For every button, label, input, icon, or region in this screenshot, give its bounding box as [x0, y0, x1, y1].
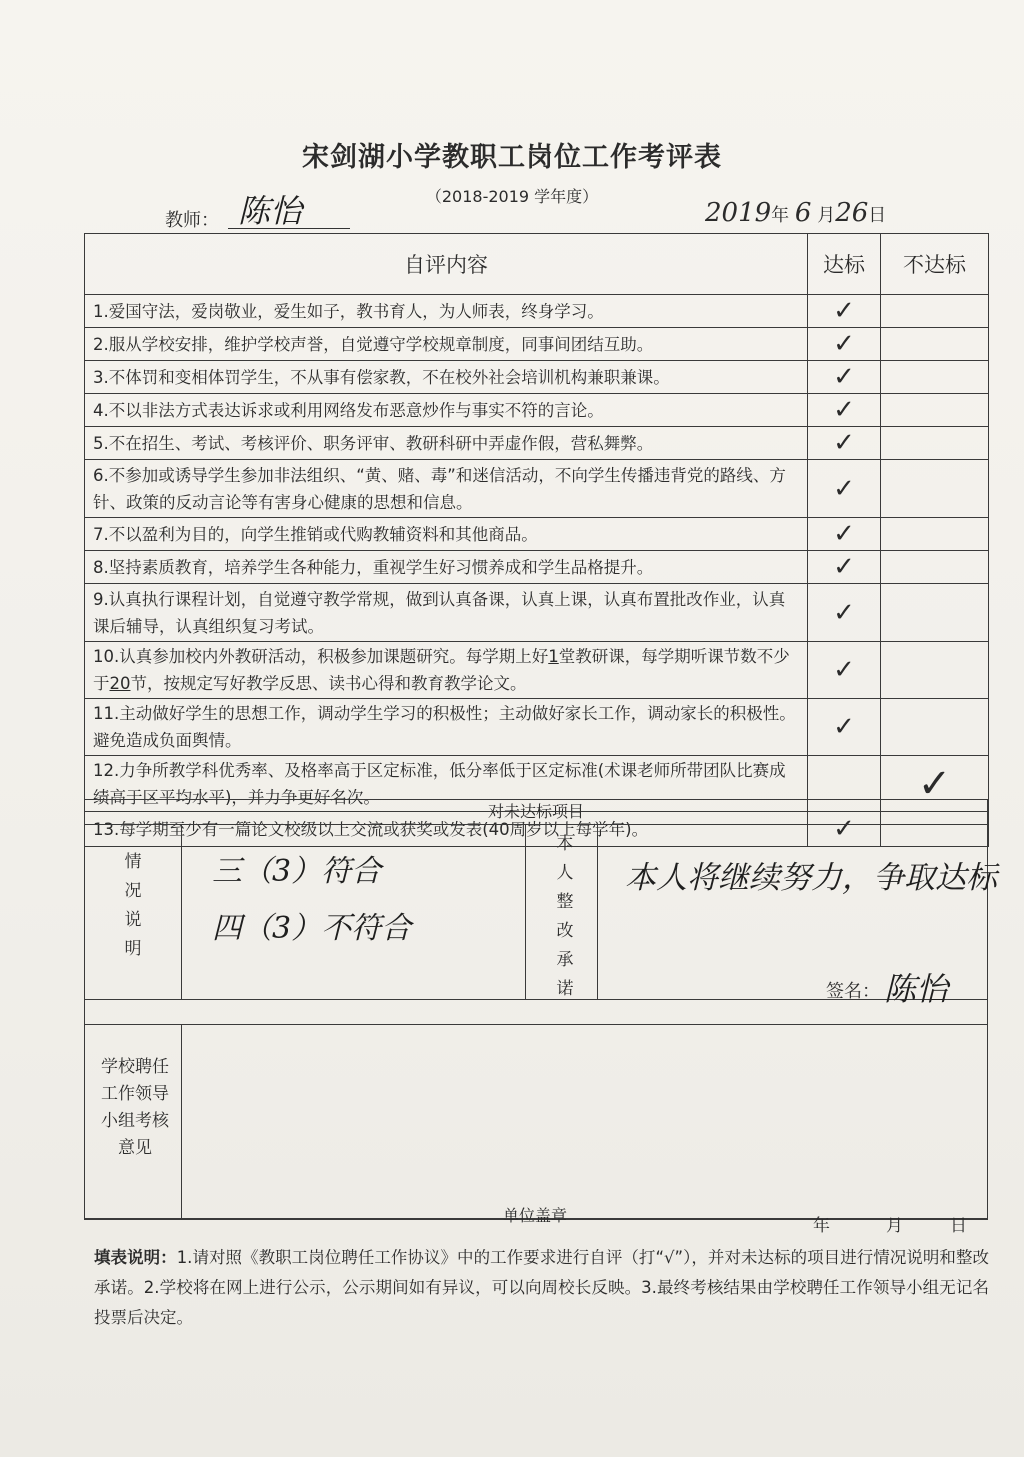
- form-date: [705, 198, 886, 228]
- item-text: 1.爱国守法，爱岗敬业，爱生如子，教书育人，为人师表，终身学习。: [85, 295, 808, 328]
- item-text: [85, 642, 808, 699]
- table-header-row: [85, 234, 989, 295]
- item-text: 12.力争所教学科优秀率、及格率高于区定标准，低分率低于区定标准(术课老师所带团队比赛成绩高于区平均水平)，并力争更好名次。: [85, 756, 808, 812]
- review-label: 学校聘任工作领导小组考核意见: [101, 1057, 169, 1158]
- item-text-part-b: 堂教研课，每学期听课节数不少于: [93, 647, 790, 693]
- item-text: 5.不在招生、考试、考核评价、职务评审、教研科研中弄虚作假，营私舞弊。: [85, 427, 808, 460]
- pass-check: ✓: [808, 699, 881, 756]
- filling-instructions: [94, 1243, 989, 1333]
- pass-check: ✓: [808, 584, 881, 642]
- teacher-label: 教师：: [165, 210, 219, 231]
- col-header-content: 自评内容: [85, 234, 808, 295]
- item-text: 2.服从学校安排，维护学校声誉，自觉遵守学校规章制度，同事间团结互助。: [85, 328, 808, 361]
- table-row: [85, 427, 989, 460]
- pass-check: ✓: [808, 642, 881, 699]
- promise-text: 本人将继续努力，争取达标: [625, 860, 997, 896]
- table-row: [85, 328, 989, 361]
- fail-check: [881, 584, 989, 642]
- form-subtitle: （2018-2019 学年度）: [425, 187, 599, 206]
- table-row: [85, 699, 989, 756]
- table-row: [85, 394, 989, 427]
- table-row: [85, 460, 989, 518]
- form-title: 宋剑湖小学教职工岗位工作考评表: [302, 142, 722, 173]
- table-row: [85, 361, 989, 394]
- observation-count: 20: [109, 674, 131, 693]
- item-text: 8.坚持素质教育，培养学生各种能力，重视学生好习惯养成和学生品格提升。: [85, 551, 808, 584]
- instructions-heading: 填表说明：: [94, 1248, 177, 1267]
- review-month-label: 月: [886, 1216, 903, 1236]
- col-header-pass: 达标: [808, 234, 881, 295]
- pass-check: ✓: [808, 427, 881, 460]
- fail-check: [881, 394, 989, 427]
- pass-check: ✓: [808, 361, 881, 394]
- fail-check: [881, 460, 989, 518]
- item-text: 6.不参加或诱导学生参加非法组织、“黄、赌、毒”和迷信活动，不向学生传播违背党的路线、方针、政策的反动言论等有害身心健康的思想和信息。: [85, 460, 808, 518]
- table-row: [85, 584, 989, 642]
- fail-check: [881, 551, 989, 584]
- fail-check: [881, 518, 989, 551]
- pass-check: ✓: [808, 394, 881, 427]
- date-day: 26: [835, 198, 869, 228]
- item-text: 7.不以盈利为目的，向学生推销或代购教辅资料和其他商品。: [85, 518, 808, 551]
- pass-check: ✓: [808, 518, 881, 551]
- col-header-fail: 不达标: [881, 234, 989, 295]
- signature-handwritten: 陈怡: [884, 970, 949, 1008]
- table-row: [85, 642, 989, 699]
- review-year-label: 年: [813, 1216, 830, 1236]
- date-year: 2019: [705, 198, 772, 228]
- self-evaluation-table: [84, 233, 989, 847]
- item-text-part-c: 节，按规定写好教学反思、读书心得和教育教学论文。: [130, 674, 527, 693]
- promise-label: 本人整改承诺: [556, 834, 574, 999]
- fail-check: [881, 642, 989, 699]
- stamp-label: 单位盖章: [503, 1206, 568, 1225]
- date-month: 6: [794, 198, 812, 228]
- situation-line-1: 三（3）符合: [212, 854, 382, 889]
- date-year-label: 年: [771, 205, 790, 226]
- situation-label: 情况说明: [124, 852, 142, 959]
- unmet-section-title: 对未达标项目: [487, 802, 584, 821]
- item-text: 9.认真执行课程计划，自觉遵守教学常规，做到认真备课，认真上课，认真布置批改作业，认真课后辅导，认真组织复习考试。: [85, 584, 808, 642]
- fail-check: ✓: [881, 756, 989, 812]
- item-text-part-a: 10.认真参加校内外教研活动，积极参加课题研究。每学期上好: [93, 647, 549, 666]
- pass-check: ✓: [808, 295, 881, 328]
- teacher-name-handwritten: 陈怡: [238, 192, 303, 230]
- table-row: [85, 295, 989, 328]
- pass-check: ✓: [808, 460, 881, 518]
- signature-label: 签名：: [826, 981, 880, 1002]
- item-text: 3.不体罚和变相体罚学生，不从事有偿家教，不在校外社会培训机构兼职兼课。: [85, 361, 808, 394]
- fail-check: [881, 361, 989, 394]
- item-text: 13.每学期至少有一篇论文校级以上交流或获奖或发表(40周岁以上每学年)。: [85, 812, 808, 847]
- fail-check: [881, 328, 989, 361]
- date-month-label: 月: [817, 205, 836, 226]
- item-text: 11.主动做好学生的思想工作，调动学生学习的积极性；主动做好家长工作，调动家长的积极性。避免造成负面舆情。: [85, 699, 808, 756]
- review-section-frame: [84, 1024, 988, 1220]
- pass-check: ✓: [808, 328, 881, 361]
- fail-check: [881, 699, 989, 756]
- review-day-label: 日: [950, 1216, 967, 1236]
- fail-check: [881, 295, 989, 328]
- date-day-label: 日: [868, 205, 887, 226]
- item-text: 4.不以非法方式表达诉求或利用网络发布恶意炒作与事实不符的言论。: [85, 394, 808, 427]
- table-row: [85, 551, 989, 584]
- pass-check: ✓: [808, 812, 881, 847]
- instructions-text: 1.请对照《教职工岗位聘任工作协议》中的工作要求进行自评（打“√”），并对未达标的项目进行情况说明和整改承诺。2.学校将在网上进行公示，公示期间如有异议，可以向周校长反映。3.最终考核结果由学校聘任工作领导小组无记名投票后决定。: [94, 1248, 990, 1327]
- lesson-count: 1: [548, 647, 559, 666]
- fail-check: [881, 427, 989, 460]
- situation-line-2: 四（3）不符合: [212, 911, 412, 946]
- pass-check: ✓: [808, 551, 881, 584]
- table-row: [85, 518, 989, 551]
